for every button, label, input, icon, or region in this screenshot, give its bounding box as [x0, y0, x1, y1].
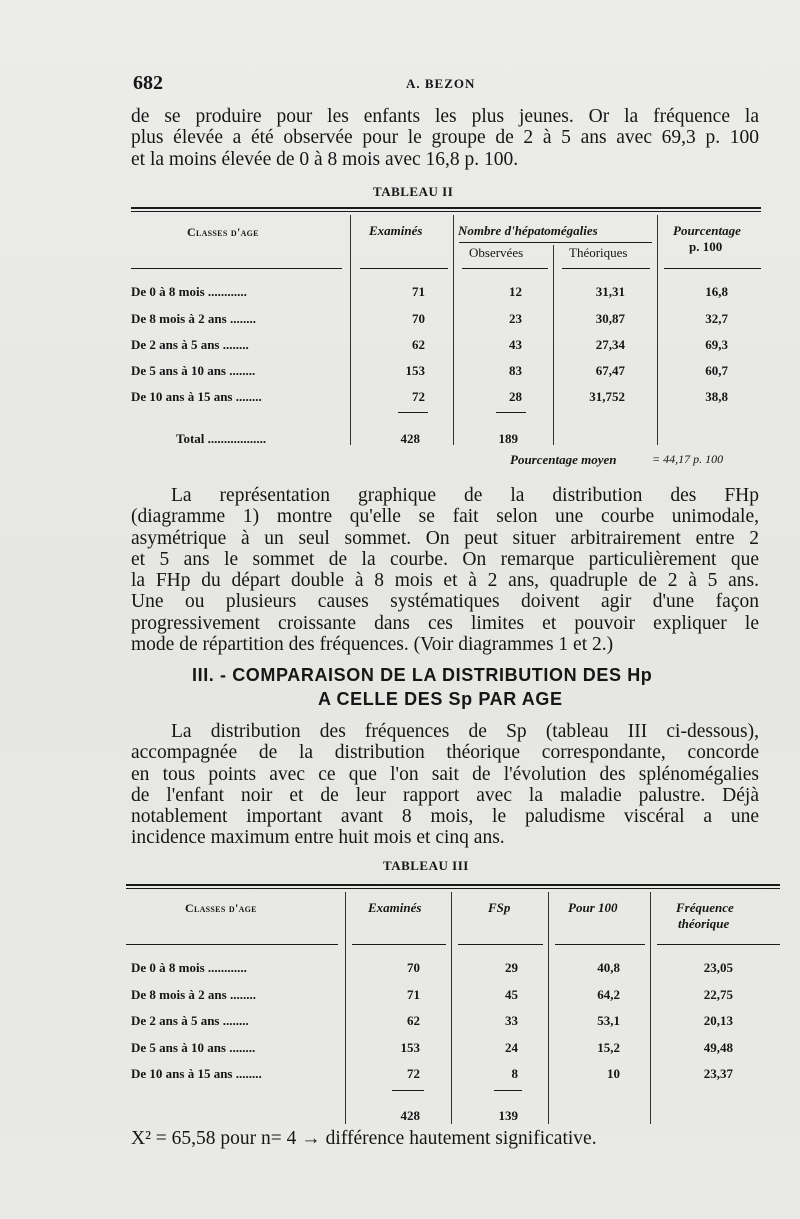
cell-observees: 12 — [509, 284, 522, 299]
paragraph-representation — [131, 485, 759, 655]
header-classes: Classes d'age — [187, 225, 259, 239]
table-top-rule-thin — [131, 211, 761, 212]
column-divider — [548, 892, 549, 1124]
page-header — [133, 72, 759, 96]
header-bottom-rule — [657, 944, 780, 945]
cell-pour100: 40,8 — [597, 960, 620, 975]
cell-examines: 153 — [405, 363, 425, 378]
running-head-author: A. BEZON — [406, 76, 476, 91]
row-label: De 0 à 8 mois ............ — [131, 284, 247, 299]
cell-pour100: 10 — [607, 1066, 620, 1081]
text-line: Une ou plusieurs causes systématiques doivent agir d'une façon — [131, 591, 759, 613]
text-line: plus élevée a été observée pour le groupe de 2 à 5 ans avec 69,3 p. 100 — [131, 127, 759, 149]
table-top-rule — [131, 207, 761, 209]
cell-pour100: 53,1 — [597, 1013, 620, 1028]
sum-rule — [392, 1090, 424, 1091]
header-theoriques: Théoriques — [569, 245, 628, 260]
table-top-rule — [126, 884, 780, 886]
row-label: De 2 ans à 5 ans ........ — [131, 1013, 249, 1028]
total-fsp: 139 — [498, 1108, 518, 1123]
cell-theoriques: 67,47 — [595, 363, 625, 378]
total-observees: 189 — [498, 431, 518, 446]
header-bottom-rule — [664, 268, 761, 269]
cell-frequence: 20,13 — [703, 1013, 733, 1028]
header-observees: Observées — [469, 245, 524, 260]
text-line: La représentation graphique de la distribution des FHp — [171, 485, 759, 506]
header-examines: Examinés — [368, 900, 422, 915]
column-divider — [657, 215, 658, 445]
total-examines: 428 — [400, 431, 420, 446]
text-line: et la moins élevée de 0 à 8 mois avec 16,8 p. 100. — [131, 148, 519, 170]
text-line: (diagramme 1) montre qu'elle se fait selon une courbe unimodale, — [131, 506, 759, 528]
column-divider — [650, 892, 651, 1124]
cell-frequence: 23,37 — [703, 1066, 733, 1081]
table3-caption: TABLEAU III — [383, 858, 469, 873]
cell-theoriques: 31,752 — [589, 389, 625, 404]
cell-theoriques: 30,87 — [595, 311, 625, 326]
table-top-rule-thin — [126, 888, 780, 889]
row-label: De 8 mois à 2 ans ........ — [131, 311, 256, 326]
cell-observees: 28 — [509, 389, 522, 404]
column-divider — [451, 892, 452, 1124]
row-label: De 2 ans à 5 ans ........ — [131, 337, 249, 352]
cell-pct: 38,8 — [705, 389, 728, 404]
cell-examines: 70 — [412, 311, 425, 326]
section-heading-line1: III. - COMPARAISON DE LA DISTRIBUTION DES Hp — [192, 665, 653, 685]
chi-square-result: X² = 65,58 pour n= 4 → différence hautement significative. — [131, 1128, 597, 1149]
cell-pour100: 15,2 — [597, 1040, 620, 1055]
header-nombre: Nombre d'hépatomégalies — [458, 223, 598, 238]
header-examines: Examinés — [369, 223, 423, 238]
row-label: De 10 ans à 15 ans ........ — [131, 1066, 262, 1081]
cell-examines: 153 — [400, 1040, 420, 1055]
header-bottom-rule — [462, 268, 548, 269]
cell-examines: 72 — [407, 1066, 420, 1081]
cell-pct: 60,7 — [705, 363, 728, 378]
text-line: la FHp du départ double à 8 mois et à 2 ans, quadruple de 2 à 5 ans. — [131, 570, 759, 592]
pourcentage-moyen-label: Pourcentage moyen — [510, 452, 617, 467]
subheader-rule — [459, 242, 652, 243]
cell-examines: 62 — [412, 337, 425, 352]
column-divider — [453, 215, 454, 445]
cell-pct: 32,7 — [705, 311, 728, 326]
text-line: asymétrique à un seul sommet. On peut situer arbitrairement entre 2 — [131, 527, 759, 549]
header-bottom-rule — [131, 268, 342, 269]
column-divider — [345, 892, 346, 1124]
sum-rule — [496, 412, 526, 413]
cell-observees: 23 — [509, 311, 522, 326]
column-divider — [553, 245, 554, 445]
header-bottom-rule — [458, 944, 543, 945]
section-heading-line2: A CELLE DES Sp PAR AGE — [318, 689, 563, 709]
page-number: 682 — [133, 72, 163, 94]
header-pour100: Pour 100 — [568, 900, 618, 915]
cell-fsp: 24 — [505, 1040, 518, 1055]
row-label: De 8 mois à 2 ans ........ — [131, 987, 256, 1002]
row-label: De 5 ans à 10 ans ........ — [131, 363, 256, 378]
cell-observees: 43 — [509, 337, 522, 352]
text-line: La distribution des fréquences de Sp (tableau III ci-dessous), — [171, 721, 759, 742]
text-line: notablement important avant 8 mois, le paludisme viscéral a une — [131, 806, 759, 828]
table2-caption: TABLEAU II — [373, 184, 454, 199]
header-frequence: Fréquence — [676, 900, 734, 915]
cell-theoriques: 27,34 — [595, 337, 625, 352]
cell-examines: 71 — [407, 987, 420, 1002]
header-bottom-rule — [360, 268, 448, 269]
header-classes: Classes d'age — [185, 901, 257, 915]
cell-observees: 83 — [509, 363, 522, 378]
cell-pct: 69,3 — [705, 337, 728, 352]
header-theorique: théorique — [678, 916, 730, 931]
header-p100: p. 100 — [689, 239, 723, 254]
text-line: et 5 ans le sommet de la courbe. On remarque particulièrement que — [131, 548, 759, 570]
cell-examines: 62 — [407, 1013, 420, 1028]
text-line: incidence maximum entre huit mois et cinq ans. — [131, 827, 505, 849]
header-bottom-rule — [352, 944, 446, 945]
header-pourcentage: Pourcentage — [673, 223, 741, 238]
header-bottom-rule — [555, 944, 645, 945]
text-line: mode de répartition des fréquences. (Voir diagrammes 1 et 2.) — [131, 634, 614, 656]
paragraph-distribution-sp — [131, 721, 759, 849]
sum-rule — [494, 1090, 522, 1091]
cell-fsp: 8 — [511, 1066, 518, 1081]
header-bottom-rule — [126, 944, 338, 945]
total-examines: 428 — [400, 1108, 420, 1123]
paragraph-intro — [131, 106, 759, 170]
text-line: accompagnée de la distribution théorique correspondante, concorde — [131, 742, 759, 764]
column-divider — [350, 215, 351, 445]
row-label: De 0 à 8 mois ............ — [131, 960, 247, 975]
sum-rule — [398, 412, 428, 413]
header-bottom-rule — [562, 268, 650, 269]
cell-examines: 71 — [412, 284, 425, 299]
text-line: de l'enfant noir et de leur rapport avec la maladie palustre. Déjà — [131, 784, 759, 806]
text-line: progressivement croissante dans ces limites et pouvoir expliquer le — [131, 612, 759, 634]
header-fsp: FSp — [488, 900, 511, 915]
cell-pct: 16,8 — [705, 284, 728, 299]
total-label: Total .................. — [176, 431, 267, 446]
cell-frequence: 49,48 — [703, 1040, 733, 1055]
cell-theoriques: 31,31 — [595, 284, 625, 299]
row-label: De 5 ans à 10 ans ........ — [131, 1040, 256, 1055]
cell-frequence: 22,75 — [703, 987, 733, 1002]
cell-examines: 72 — [412, 389, 425, 404]
cell-pour100: 64,2 — [597, 987, 620, 1002]
cell-examines: 70 — [407, 960, 420, 975]
cell-fsp: 29 — [505, 960, 518, 975]
pourcentage-moyen-value: = 44,17 p. 100 — [652, 452, 724, 466]
text-line: en tous points avec ce que l'on sait de l'évolution des splénomégalies — [131, 763, 759, 785]
text-line: de se produire pour les enfants les plus jeunes. Or la fréquence la — [131, 106, 759, 127]
cell-frequence: 23,05 — [703, 960, 733, 975]
cell-fsp: 45 — [505, 987, 518, 1002]
cell-fsp: 33 — [505, 1013, 518, 1028]
row-label: De 10 ans à 15 ans ........ — [131, 389, 262, 404]
